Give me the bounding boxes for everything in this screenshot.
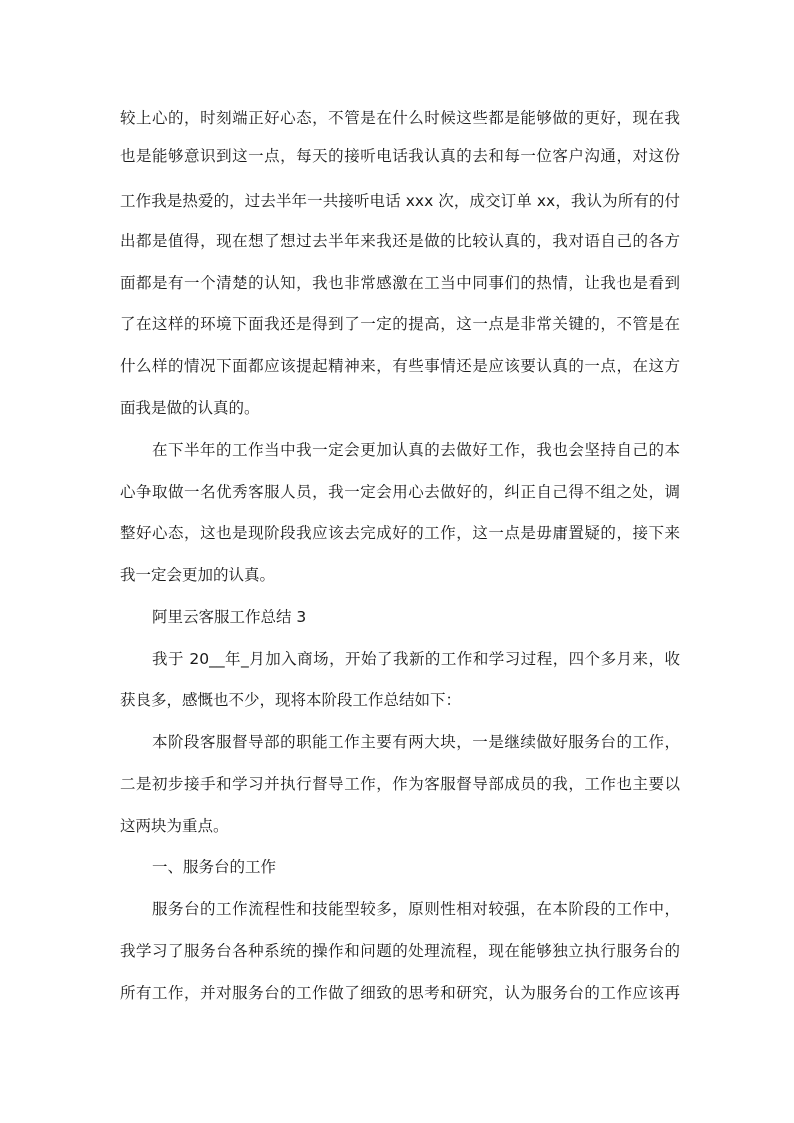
- paragraph-line: 也是能够意识到这一点，每天的接听电话我认真的去和每一位客户沟通，对这份: [120, 147, 680, 165]
- paragraph-line: 出都是值得，现在想了想过去半年来我还是做的比较认真的，我对语自己的各方: [120, 232, 680, 250]
- paragraph-line: 面都是有一个清楚的认知，我也非常感激在工当中同事们的热情，让我也是看到: [120, 274, 680, 292]
- paragraph-first-line: 在下半年的工作当中我一定会更加认真的去做好工作，我也会坚持自己的本: [152, 441, 680, 459]
- paragraph-line: 整好心态，这也是现阶段我应该去完成好的工作，这一点是毋庸置疑的，接下来: [120, 524, 680, 542]
- section-heading: 阿里云客服工作总结 3: [152, 608, 307, 626]
- paragraph-line: 获良多，感慨也不少，现将本阶段工作总结如下：: [120, 691, 462, 709]
- subsection-heading: 一、服务台的工作: [152, 858, 277, 876]
- paragraph-line: 面我是做的认真的。: [120, 399, 260, 417]
- paragraph-first-line: 服务台的工作流程性和技能型较多，原则性相对较强，在本阶段的工作中，: [152, 900, 680, 918]
- paragraph-line: 二是初步接手和学习并执行督导工作，作为客服督导部成员的我，工作也主要以: [120, 775, 680, 793]
- paragraph-line: 我学习了服务台各种系统的操作和问题的处理流程，现在能够独立执行服务台的: [120, 942, 680, 960]
- paragraph-line: 我一定会更加的认真。: [120, 566, 276, 584]
- paragraph-line: 较上心的，时刻端正好心态，不管是在什么时候这些都是能够做的更好，现在我: [120, 109, 680, 127]
- paragraph-line: 工作我是热爱的，过去半年一共接听电话 xxx 次，成交订单 xx，我认为所有的付: [120, 192, 680, 210]
- paragraph-line: 心争取做一名优秀客服人员，我一定会用心去做好的，纠正自己得不组之处，调: [120, 483, 680, 501]
- paragraph-first-line: 本阶段客服督导部的职能工作主要有两大块，一是继续做好服务台的工作，: [152, 733, 680, 751]
- paragraph-first-line: 我于 20__年_月加入商场，开始了我新的工作和学习过程，四个多月来，收: [152, 650, 680, 668]
- paragraph-line: 所有工作，并对服务台的工作做了细致的思考和研究，认为服务台的工作应该再: [120, 984, 680, 1002]
- paragraph-line: 了在这样的环境下面我还是得到了一定的提高，这一点是非常关键的，不管是在: [120, 315, 680, 333]
- paragraph-line: 这两块为重点。: [120, 817, 229, 835]
- paragraph-line: 什么样的情况下面都应该提起精神来，有些事情还是应该要认真的一点，在这方: [120, 357, 680, 375]
